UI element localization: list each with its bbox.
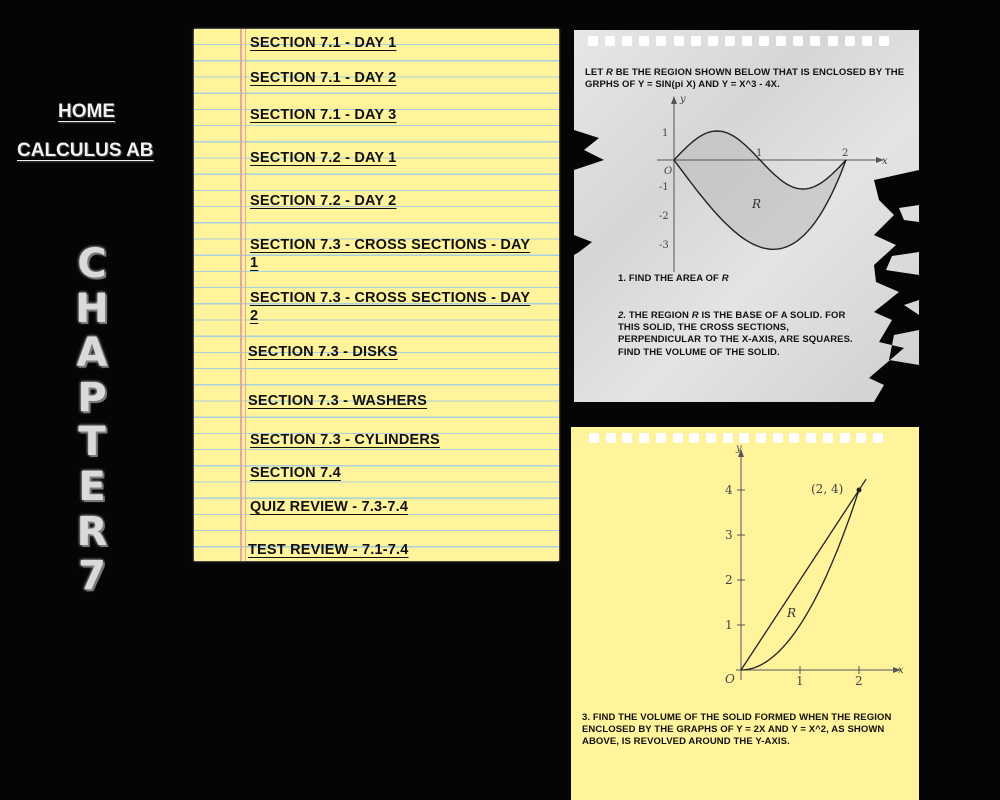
x-tick-2: 2: [855, 674, 863, 688]
y-tick-3: 3: [725, 528, 733, 542]
origin-label: O: [725, 672, 735, 686]
y-tick-1: 1: [725, 618, 733, 632]
section-7-1-day-3-link[interactable]: SECTION 7.1 - DAY 3: [250, 107, 397, 123]
y-tick-1: 1: [662, 128, 669, 139]
x-axis-label: x: [882, 156, 888, 167]
x-axis-label: x: [898, 665, 904, 676]
problem-1-graph: [652, 92, 902, 272]
section-7-1-day-1-link[interactable]: SECTION 7.1 - DAY 1: [250, 35, 397, 51]
region-label: R: [787, 606, 797, 620]
problem-3-graph: [571, 427, 919, 707]
home-link[interactable]: HOME: [58, 101, 115, 122]
problem-1-question-1: 1. FIND THE AREA OF R: [618, 273, 729, 284]
problem-1-intro: LET R BE THE REGION SHOWN BELOW THAT IS ENCLOSED BY THE GRPHS OF Y = SIN(pi X) AND Y = X^3 - 4X.: [585, 67, 905, 91]
chapter-heading: [64, 242, 120, 599]
chapter-letter: T: [78, 419, 106, 466]
y-axis-label: y: [680, 94, 686, 105]
x-tick-1: 1: [756, 148, 763, 159]
chapter-letter: C: [77, 241, 107, 287]
section-7-1-day-2-link[interactable]: SECTION 7.1 - DAY 2: [250, 70, 397, 86]
y-axis-label: y: [736, 443, 742, 454]
y-tick-neg2: -2: [659, 211, 669, 222]
section-7-3-cylinders-link[interactable]: SECTION 7.3 - CYLINDERS: [250, 432, 440, 448]
section-7-2-day-1-link[interactable]: SECTION 7.2 - DAY 1: [250, 150, 397, 166]
origin-label: O: [664, 166, 673, 177]
y-tick-2: 2: [725, 573, 733, 587]
chapter-number: 7: [78, 553, 106, 600]
section-7-3-cross-sections-day-1-link[interactable]: SECTION 7.3 - CROSS SECTIONS - DAY 1: [250, 237, 531, 271]
section-7-3-cross-sections-day-2-link[interactable]: SECTION 7.3 - CROSS SECTIONS - DAY 2: [250, 290, 531, 324]
section-7-4-link[interactable]: SECTION 7.4: [250, 465, 341, 481]
section-7-3-disks-link[interactable]: SECTION 7.3 - DISKS: [248, 344, 398, 360]
test-review-link[interactable]: TEST REVIEW - 7.1-7.4: [248, 542, 409, 558]
problem-card-3: [571, 427, 919, 800]
problem-1-question-2: 2. THE REGION R IS THE BASE OF A SOLID. FOR THIS SOLID, THE CROSS SECTIONS, PERPENDICULAR TO THE X-AXIS, ARE SQUARES. FIND THE VOLUME OF THE SOLID.: [618, 310, 853, 358]
section-7-3-washers-link[interactable]: SECTION 7.3 - WASHERS: [248, 393, 428, 409]
x-tick-2: 2: [842, 148, 849, 159]
chapter-letter: H: [75, 285, 109, 332]
y-tick-4: 4: [725, 483, 733, 497]
section-7-2-day-2-link[interactable]: SECTION 7.2 - DAY 2: [250, 193, 397, 209]
problem-3-text: 3. FIND THE VOLUME OF THE SOLID FORMED WHEN THE REGION ENCLOSED BY THE GRAPHS OF Y = 2X AND Y = X^2, AS SHOWN ABOVE, IS REVOLVED AROUND THE Y-AXIS.: [582, 712, 892, 748]
chapter-letter: A: [76, 330, 108, 377]
chapter-letter: R: [76, 508, 108, 555]
x-tick-1: 1: [796, 674, 804, 688]
y-tick-neg3: -3: [659, 240, 669, 251]
intersection-point-label: (2, 4): [811, 482, 844, 496]
region-label: R: [752, 197, 762, 211]
chapter-letter: P: [77, 374, 107, 421]
y-tick-neg1: -1: [659, 182, 669, 193]
quiz-review-link[interactable]: QUIZ REVIEW - 7.3-7.4: [250, 499, 409, 515]
chapter-letter: E: [78, 463, 106, 510]
problem-card-1: [574, 30, 919, 402]
calculus-ab-link[interactable]: CALCULUS AB: [17, 140, 154, 161]
